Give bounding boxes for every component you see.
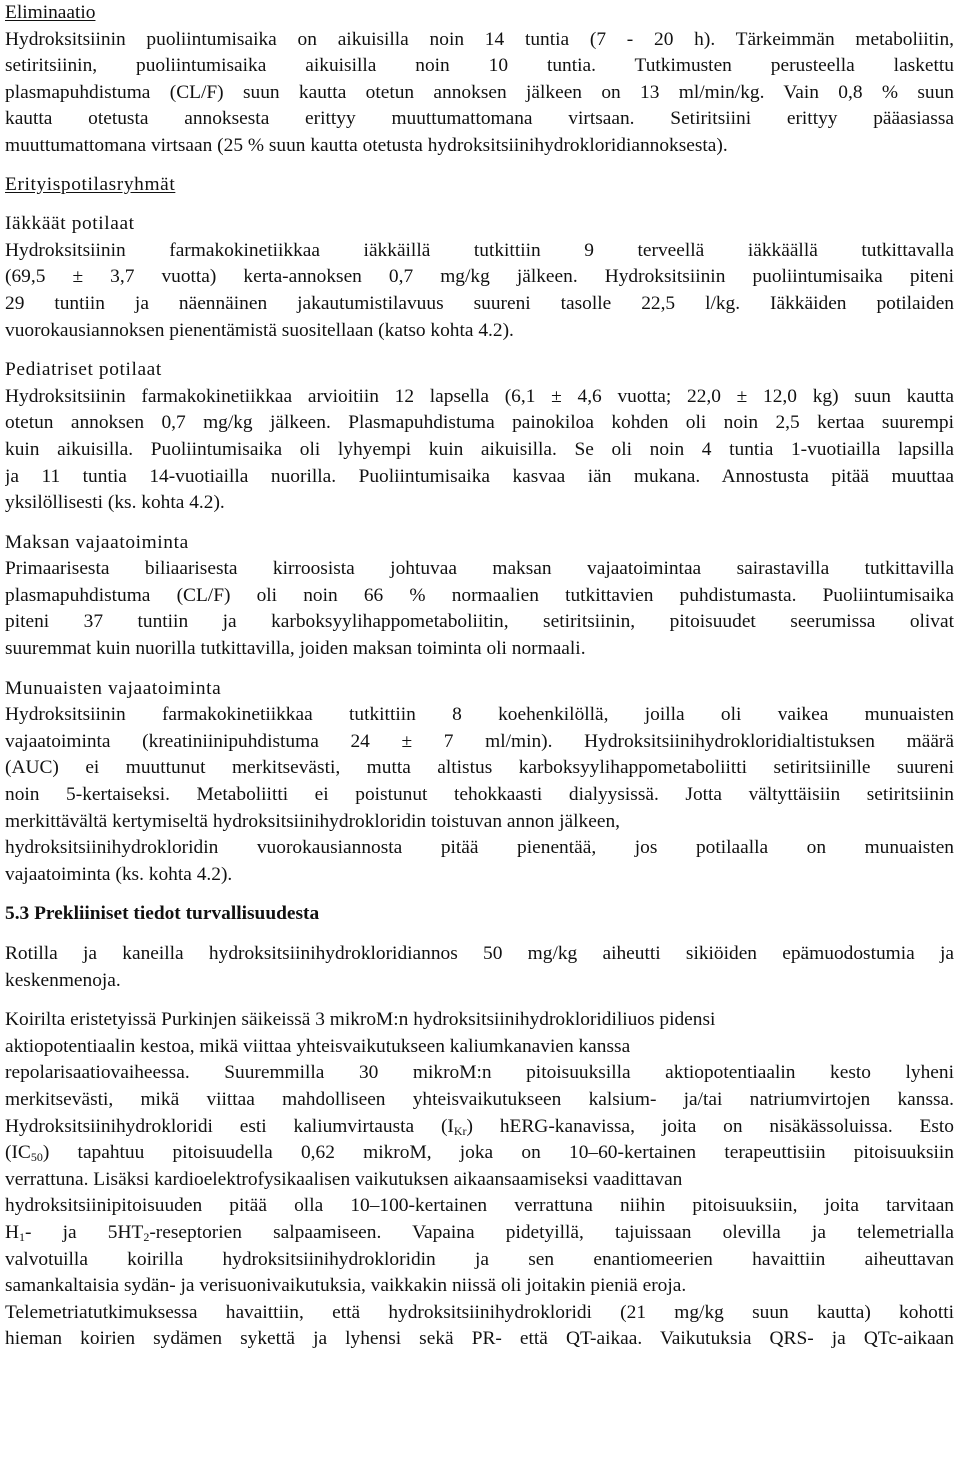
text-line: repolarisaatiovaiheessa. Suuremmilla 30 mikroM:n pitoisuuksilla aktiopotentiaalin kesto lyheni bbox=[5, 1062, 954, 1084]
text-line: piteni 37 tuntiin ja karboksyylihappometaboliitin, setiritsiinin, pitoisuudet seerumissa olivat bbox=[5, 611, 954, 633]
text-line: noin 5-kertaiseksi. Metaboliitti ei poistunut tehokkaasti dialyysissä. Jotta vältyttäisiin setiritsiinin bbox=[5, 784, 954, 806]
text-line: setiritsiinin, puoliintumisaika aikuisilla noin 10 tuntia. Tutkimusten perusteella laskettu bbox=[5, 55, 954, 77]
subscript: 50 bbox=[30, 1150, 43, 1165]
text-line: merkitsevästi, mikä viittaa mahdolliseen yhteisvaikutukseen kalsium- ja/tai natriumvirtojen kanssa. bbox=[5, 1088, 954, 1110]
text-line-ic50 bbox=[5, 1140, 954, 1167]
text-line-ikr bbox=[5, 1114, 954, 1141]
text-line: suuremmat kuin nuorilla tutkittavilla, joiden maksan toiminta oli normaali. bbox=[5, 638, 586, 660]
text-line: vuorokausiannoksen pienentämistä suositellaan (katso kohta 4.2). bbox=[5, 319, 514, 341]
text-line: merkittävältä kertymiseltä hydroksitsiinihydrokloridin toistuvan annon jälkeen, bbox=[5, 810, 620, 832]
heading-maksan-vajaatoiminta: Maksan vajaatoiminta bbox=[5, 531, 189, 553]
text-fragment: (IC bbox=[5, 1142, 31, 1164]
text-line: samankaltaisia sydän- ja verisuonivaikutuksia, vaikkakin niissä oli joitakin pieniä eroja. bbox=[5, 1275, 687, 1297]
text-line: Rotilla ja kaneilla hydroksitsiinihydrokloridiannos 50 mg/kg aiheutti sikiöiden epämuodostumia ja bbox=[5, 943, 954, 964]
text-fragment: - ja 5HT bbox=[25, 1221, 144, 1243]
text-line: Hydroksitsiinin farmakokinetiikkaa iäkkäillä tutkittiin 9 terveellä iäkkäällä tutkittavalla bbox=[5, 239, 954, 261]
text-line: kuin aikuisilla. Puoliintumisaika oli lyhyempi kuin aikuisilla. Se oli noin 4 tuntia 1-vuotiailla lapsilla bbox=[5, 438, 954, 460]
heading-eliminaatio: Eliminaatio bbox=[5, 2, 96, 23]
text-line: Hydroksitsiinin puoliintumisaika on aikuisilla noin 14 tuntia (7 - 20 h). Tärkeimmän metaboliitin, bbox=[5, 28, 954, 50]
text-line: vajaatoiminta (kreatiniinipuhdistuma 24 ± 7 ml/min). Hydroksitsiinihydrokloridialtistuksen määrä bbox=[5, 730, 954, 752]
text-line: keskenmenoja. bbox=[5, 969, 121, 991]
text-line: Koirilta eristetyissä Purkinjen säikeissä 3 mikroM:n hydroksitsiinihydrokloridiliuos pidensi bbox=[5, 1009, 716, 1031]
heading-prekliiniset-tiedot: 5.3 Prekliiniset tiedot turvallisuudesta bbox=[5, 903, 320, 925]
heading-erityispotilasryhmat: Erityispotilasryhmät bbox=[5, 173, 176, 195]
text-line: (AUC) ei muuttunut merkitsevästi, mutta altistus karboksyylihappometaboliitti setiritsiinille suureni bbox=[5, 757, 954, 779]
text-line: otetun annoksen 0,7 mg/kg jälkeen. Plasmapuhdistuma painokiloa kohden oli noin 2,5 kertaa suurempi bbox=[5, 412, 954, 434]
text-line: kautta otetusta annoksesta erittyy muuttumattomana virtsaan. Setiritsiini erittyy pääasiassa bbox=[5, 108, 954, 130]
text-line: ja 11 tuntia 14-vuotiailla nuorilla. Puoliintumisaika kasvaa iän mukana. Annostusta pitää muuttaa bbox=[5, 465, 954, 487]
text-line: aktiopotentiaalin kestoa, mikä viittaa yhteisvaikutukseen kaliumkanavien kanssa bbox=[5, 1035, 631, 1057]
text-line-h1 bbox=[5, 1220, 954, 1247]
text-fragment: H bbox=[5, 1221, 20, 1243]
text-fragment: Hydroksitsiinihydrokloridi esti kaliumvirtausta (I bbox=[5, 1115, 454, 1137]
subscript: Kr bbox=[453, 1123, 467, 1138]
text-line: plasmapuhdistuma (CL/F) oli noin 66 % normaalien tutkittavien puhdistumasta. Puoliintumisaika bbox=[5, 584, 954, 606]
text-fragment: -reseptorien salpaamiseen. Vapaina pidetyillä, tajuissaan olevilla ja telemetrialla bbox=[149, 1221, 954, 1243]
text-line: hydroksitsiinipitoisuuden pitää olla 10–100-kertainen verrattuna niihin pitoisuuksiin, joita tarvitaan bbox=[5, 1195, 954, 1217]
heading-pediatriset-potilaat: Pediatriset potilaat bbox=[5, 359, 162, 381]
text-line: yksilöllisesti (ks. kohta 4.2). bbox=[5, 492, 225, 514]
heading-iakkaat-potilaat: Iäkkäät potilaat bbox=[5, 213, 135, 235]
text-line: Hydroksitsiinin farmakokinetiikkaa arvioitiin 12 lapsella (6,1 ± 4,6 vuotta; 22,0 ± 12,0 kg) suun kautta bbox=[5, 385, 954, 407]
text-line: (69,5 ± 3,7 vuotta) kerta-annoksen 0,7 mg/kg jälkeen. Hydroksitsiinin puoliintumisaika piteni bbox=[5, 266, 954, 288]
subscript: 2 bbox=[143, 1229, 150, 1244]
text-fragment: ) hERG-kanavissa, joita on nisäkässoluissa. Esto bbox=[466, 1115, 954, 1137]
text-line: plasmapuhdistuma (CL/F) suun kautta otetun annoksen jälkeen on 13 ml/min/kg. Vain 0,8 % suun bbox=[5, 81, 954, 103]
text-line: vajaatoiminta (ks. kohta 4.2). bbox=[5, 863, 233, 885]
text-line: Hydroksitsiinin farmakokinetiikkaa tutkittiin 8 koehenkilöllä, joilla oli vaikea munuaisten bbox=[5, 704, 954, 726]
text-line: 29 tuntiin ja näennäinen jakautumistilavuus suureni tasolle 22,5 l/kg. Iäkkäiden potilaiden bbox=[5, 292, 954, 314]
text-line: hydroksitsiinihydrokloridin vuorokausiannosta pitää pienentää, jos potilaalla on munuaisten bbox=[5, 837, 954, 859]
text-line: Primaarisesta biliaarisesta kirroosista johtuvaa maksan vajaatoimintaa sairastavilla tutkittavilla bbox=[5, 558, 954, 580]
text-line: hieman koirien sydämen sykettä ja lyhensi sekä PR- että QT-aikaa. Vaikutuksia QRS- ja QTc-aikaan bbox=[5, 1328, 954, 1350]
text-line: verrattuna. Lisäksi kardioelektrofysikaalisen vaikutuksen aikaansaamiseksi vaadittavan bbox=[5, 1168, 683, 1190]
subscript: 1 bbox=[19, 1229, 26, 1244]
heading-munuaisten-vajaatoiminta: Munuaisten vajaatoiminta bbox=[5, 677, 222, 699]
text-line: valvotuilla koirilla hydroksitsiinihydrokloridin ja sen enantiomeerien havaittiin aiheuttavan bbox=[5, 1248, 954, 1270]
text-line: Telemetriatutkimuksessa havaittiin, että hydroksitsiinihydrokloridi (21 mg/kg suun kautta) kohotti bbox=[5, 1301, 954, 1323]
text-line: muuttumattomana virtsaan (25 % suun kautta otetusta hydroksitsiinihydrokloridiannoksesta). bbox=[5, 134, 728, 156]
text-fragment: ) tapahtuu pitoisuudella 0,62 mikroM, joka on 10–60-kertainen terapeuttisiin pitoisuuksiin bbox=[42, 1142, 954, 1164]
